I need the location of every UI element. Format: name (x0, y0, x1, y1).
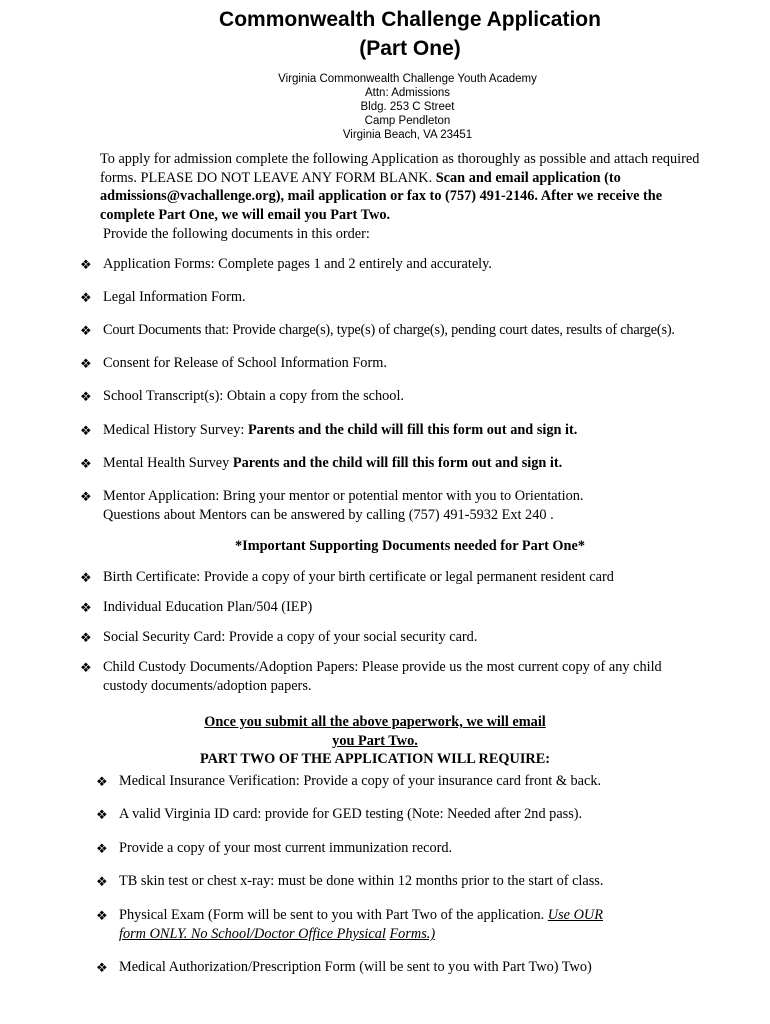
bullet-icon: ❖ (80, 456, 92, 471)
list-item (103, 421, 577, 440)
provide-instruction: Provide the following documents in this order: (103, 226, 370, 242)
bullet-icon: ❖ (96, 874, 108, 889)
list-item-italic: form ONLY. No School/Doctor Office Physical (119, 926, 386, 942)
list-item-continued (119, 925, 435, 944)
list-item-italic: Use OUR (547, 907, 603, 923)
address-line: Virginia Commonwealth Challenge Youth Academy (278, 73, 537, 85)
list-item: Provide a copy of your most current immunization record. (119, 840, 453, 856)
submit-note-line1: Once you submit all the above paperwork, we will email (204, 714, 546, 730)
bullet-icon: ❖ (80, 570, 92, 585)
bullet-icon: ❖ (80, 323, 92, 338)
list-item-bold: Parents and the child will fill this form out and sign it. (232, 455, 563, 471)
list-item: Legal Information Form. (103, 289, 246, 305)
list-item (103, 454, 562, 473)
bullet-icon: ❖ (80, 257, 92, 272)
list-item-continued: custody documents/adoption papers. (103, 678, 312, 694)
bullet-icon: ❖ (80, 356, 92, 371)
bullet-icon: ❖ (96, 841, 108, 856)
list-item: School Transcript(s): Obtain a copy from the school. (103, 388, 404, 404)
bullet-icon: ❖ (96, 908, 108, 923)
bullet-icon: ❖ (96, 960, 108, 975)
address-line: Bldg. 253 C Street (360, 101, 455, 113)
list-item (119, 906, 603, 925)
list-item: Mentor Application: Bring your mentor or potential mentor with you to Orientation. (103, 488, 584, 504)
page-subtitle: (Part One) (359, 37, 461, 60)
bullet-icon: ❖ (80, 290, 92, 305)
intro-paragraph (100, 150, 720, 224)
list-item: Court Documents that: Provide charge(s), type(s) of charge(s), pending court dates, results of charge(s). (103, 322, 675, 338)
bullet-icon: ❖ (96, 774, 108, 789)
bullet-icon: ❖ (80, 660, 92, 675)
bullet-icon: ❖ (96, 807, 108, 822)
list-item: Birth Certificate: Provide a copy of your birth certificate or legal permanent resident card (103, 569, 614, 585)
page-title: Commonwealth Challenge Application (219, 8, 601, 31)
list-item: Social Security Card: Provide a copy of your social security card. (103, 629, 478, 645)
supporting-heading: *Important Supporting Documents needed for Part One* (234, 538, 585, 554)
list-item-continued: Questions about Mentors can be answered by calling (757) 491-5932 Ext 240 . (103, 507, 554, 523)
list-item: Application Forms: Complete pages 1 and 2 entirely and accurately. (103, 256, 492, 272)
list-item: TB skin test or chest x-ray: must be done within 12 months prior to the start of class. (119, 873, 604, 889)
part-two-heading: PART TWO OF THE APPLICATION WILL REQUIRE: (199, 751, 551, 767)
intro-text: To apply for admission complete the following Application as thoroughly as possible and attach required forms. PLEASE DO NOT LEAVE ANY FORM BLANK. (100, 151, 700, 186)
list-item: Medical Insurance Verification: Provide a copy of your insurance card front & back. (119, 773, 602, 789)
list-item: Consent for Release of School Information Form. (103, 355, 387, 371)
bullet-icon: ❖ (80, 600, 92, 615)
list-item: A valid Virginia ID card: provide for GED testing (Note: Needed after 2nd pass). (119, 806, 583, 822)
intro-bold-text: Scan and email application (to admissions@vachallenge.org), mail application or fax to (757) 491-2146. After we receive the complete Part One, we will email you Part Two. (100, 169, 663, 223)
bullet-icon: ❖ (80, 423, 92, 438)
bullet-icon: ❖ (80, 489, 92, 504)
list-item-bold: Parents and the child will fill this form out and sign it. (247, 422, 578, 438)
list-item-text: Mental Health Survey (103, 455, 233, 471)
bullet-icon: ❖ (80, 630, 92, 645)
address-line: Attn: Admissions (364, 87, 450, 99)
address-line: Virginia Beach, VA 23451 (342, 129, 473, 141)
list-item: Child Custody Documents/Adoption Papers: Please provide us the most current copy of any child (103, 659, 662, 675)
bullet-icon: ❖ (80, 389, 92, 404)
list-item-italic: Forms.) (389, 926, 436, 942)
list-item: Medical Authorization/Prescription Form (will be sent to you with Part Two) Two) (119, 959, 592, 975)
list-item-text: Physical Exam (Form will be sent to you with Part Two of the application. (119, 907, 548, 923)
address-line: Camp Pendleton (364, 115, 451, 127)
list-item-text: Medical History Survey: (103, 422, 248, 438)
list-item: Individual Education Plan/504 (IEP) (103, 599, 313, 615)
submit-note-line2: you Part Two. (332, 733, 418, 749)
